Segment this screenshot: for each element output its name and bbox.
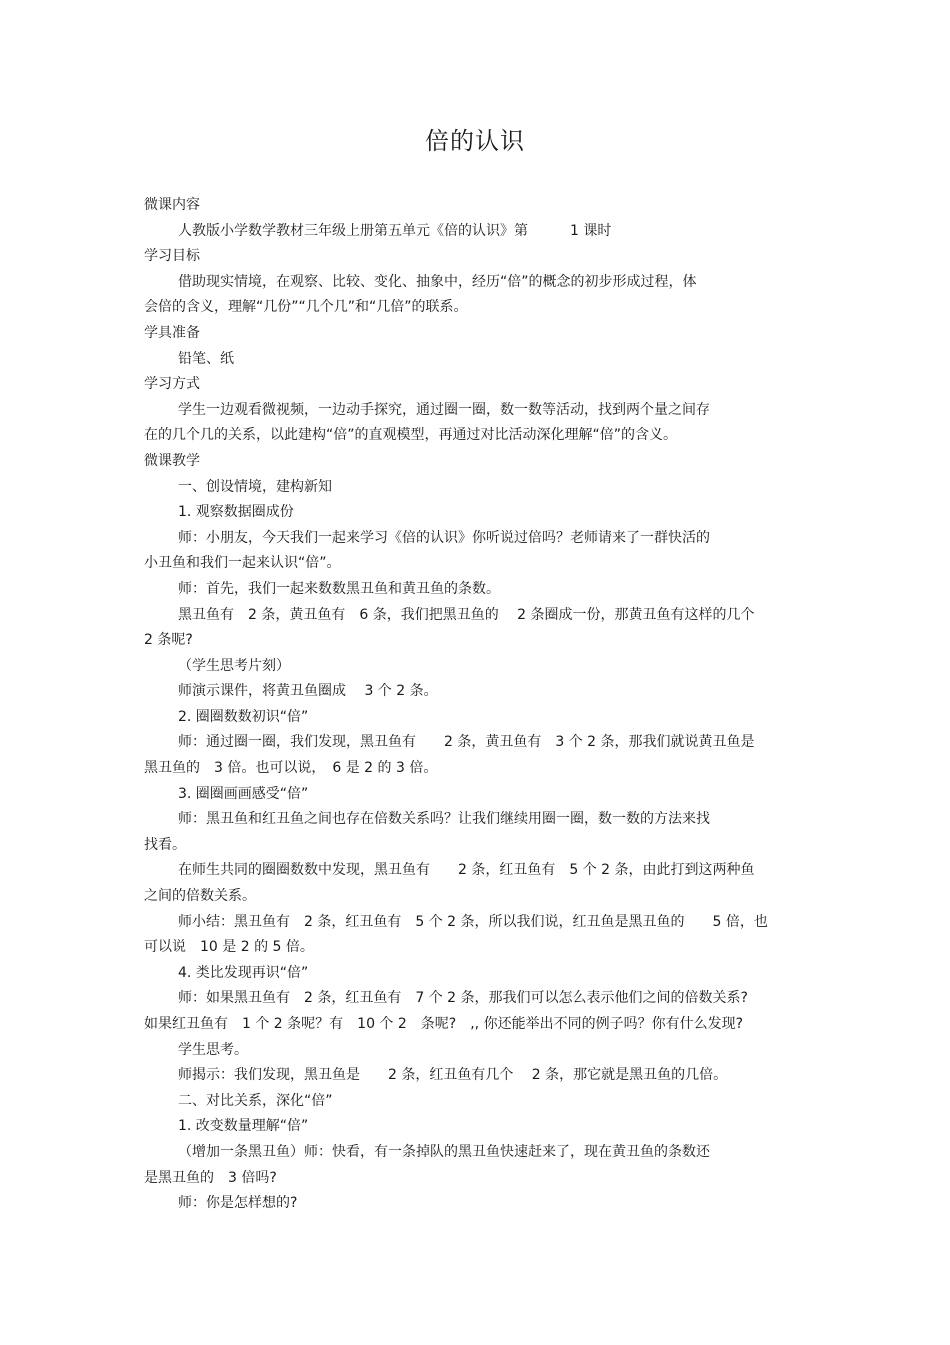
- paragraph-line: 师演示课件，将黄丑鱼圈成 3 个 2 条。: [178, 683, 438, 700]
- text-line: 微课教学: [144, 452, 200, 469]
- text-line: 如果红丑鱼有 1 个 2 条呢？有 10 个 2 条呢? ,, 你还能举出不同的例子吗？你有什么发现?: [144, 1016, 743, 1032]
- paragraph-line: 1. 改变数量理解“倍”: [178, 1118, 309, 1135]
- paragraph-line: 学生思考。: [178, 1041, 248, 1058]
- paragraph-line: 二、对比关系，深化“倍”: [178, 1092, 333, 1109]
- text-line: 学具准备: [144, 324, 200, 341]
- paragraph-line: 3. 圈圈画画感受“倍”: [178, 785, 309, 802]
- paragraph-line: （学生思考片刻）: [178, 657, 290, 674]
- paragraph-line: 1. 观察数据圈成份: [178, 504, 294, 521]
- text-line: 找看。: [144, 836, 186, 853]
- text-line: 小丑鱼和我们一起来认识“倍”。: [144, 555, 341, 572]
- document-body: [144, 193, 814, 1217]
- paragraph-line: 铅笔、纸: [178, 350, 234, 367]
- document-title: 倍的认识: [425, 127, 525, 155]
- paragraph-line: 借助现实情境，在观察、比较、变化、抽象中，经历“倍”的概念的初步形成过程，体: [178, 273, 697, 290]
- paragraph-line: 师：如果黑丑鱼有 2 条，红丑鱼有 7 个 2 条，那我们可以怎么表示他们之间的倍数关系?: [178, 990, 748, 1007]
- text-line: 可以说 10 是 2 的 5 倍。: [144, 939, 314, 956]
- paragraph-line: 师：小朋友，今天我们一起来学习《倍的认识》你听说过倍吗？老师请来了一群快活的: [178, 529, 710, 546]
- paragraph-line: 学生一边观看微视频，一边动手探究，通过圈一圈，数一数等活动，找到两个量之间存: [178, 401, 710, 418]
- text-line: 之间的倍数关系。: [144, 888, 256, 905]
- paragraph-line: 师小结：黑丑鱼有 2 条，红丑鱼有 5 个 2 条，所以我们说，红丑鱼是黑丑鱼的 5 倍，也: [178, 913, 768, 930]
- text-line: 会倍的含义，理解“几份”“几个几”和“几倍”的联系。: [144, 299, 468, 316]
- text-line: 黑丑鱼的 3 倍。也可以说， 6 是 2 的 3 倍。: [144, 760, 438, 777]
- paragraph-line: 2. 圈圈数数初识“倍”: [178, 708, 309, 725]
- paragraph-line: 师：首先，我们一起来数数黑丑鱼和黄丑鱼的条数。: [178, 580, 500, 597]
- paragraph-line: 一、创设情境，建构新知: [178, 478, 332, 495]
- paragraph-line: 师：通过圈一圈，我们发现，黑丑鱼有 2 条，黄丑鱼有 3 个 2 条，那我们就说黄丑鱼是: [178, 734, 755, 751]
- paragraph-line: 师揭示：我们发现，黑丑鱼是 2 条，红丑鱼有几个 2 条，那它就是黑丑鱼的几倍。: [178, 1067, 728, 1084]
- paragraph-line: 在师生共同的圈圈数数中发现，黑丑鱼有 2 条，红丑鱼有 5 个 2 条，由此打到这两种鱼: [178, 862, 755, 879]
- paragraph-line: （增加一条黑丑鱼）师：快看，有一条掉队的黑丑鱼快速赶来了，现在黄丑鱼的条数还: [178, 1143, 710, 1160]
- text-line: 2 条呢?: [144, 632, 193, 649]
- text-line: 学习方式: [144, 376, 200, 393]
- text-line: 学习目标: [144, 248, 200, 265]
- paragraph-line: 4. 类比发现再识“倍”: [178, 964, 309, 981]
- paragraph-line: 师：黑丑鱼和红丑鱼之间也存在倍数关系吗？让我们继续用圈一圈，数一数的方法来找: [178, 811, 710, 828]
- paragraph-line: 人教版小学数学教材三年级上册第五单元《倍的认识》第 1 课时: [178, 222, 612, 239]
- text-line: 是黑丑鱼的 3 倍吗?: [144, 1169, 277, 1186]
- text-line: 在的几个几的关系，以此建构“倍”的直观模型，再通过对比活动深化理解“倍”的含义。: [144, 427, 678, 444]
- paragraph-line: 黑丑鱼有 2 条，黄丑鱼有 6 条，我们把黑丑鱼的 2 条圈成一份，那黄丑鱼有这样的几个: [178, 606, 755, 623]
- text-line: 微课内容: [144, 197, 200, 213]
- paragraph-line: 师：你是怎样想的?: [178, 1195, 298, 1212]
